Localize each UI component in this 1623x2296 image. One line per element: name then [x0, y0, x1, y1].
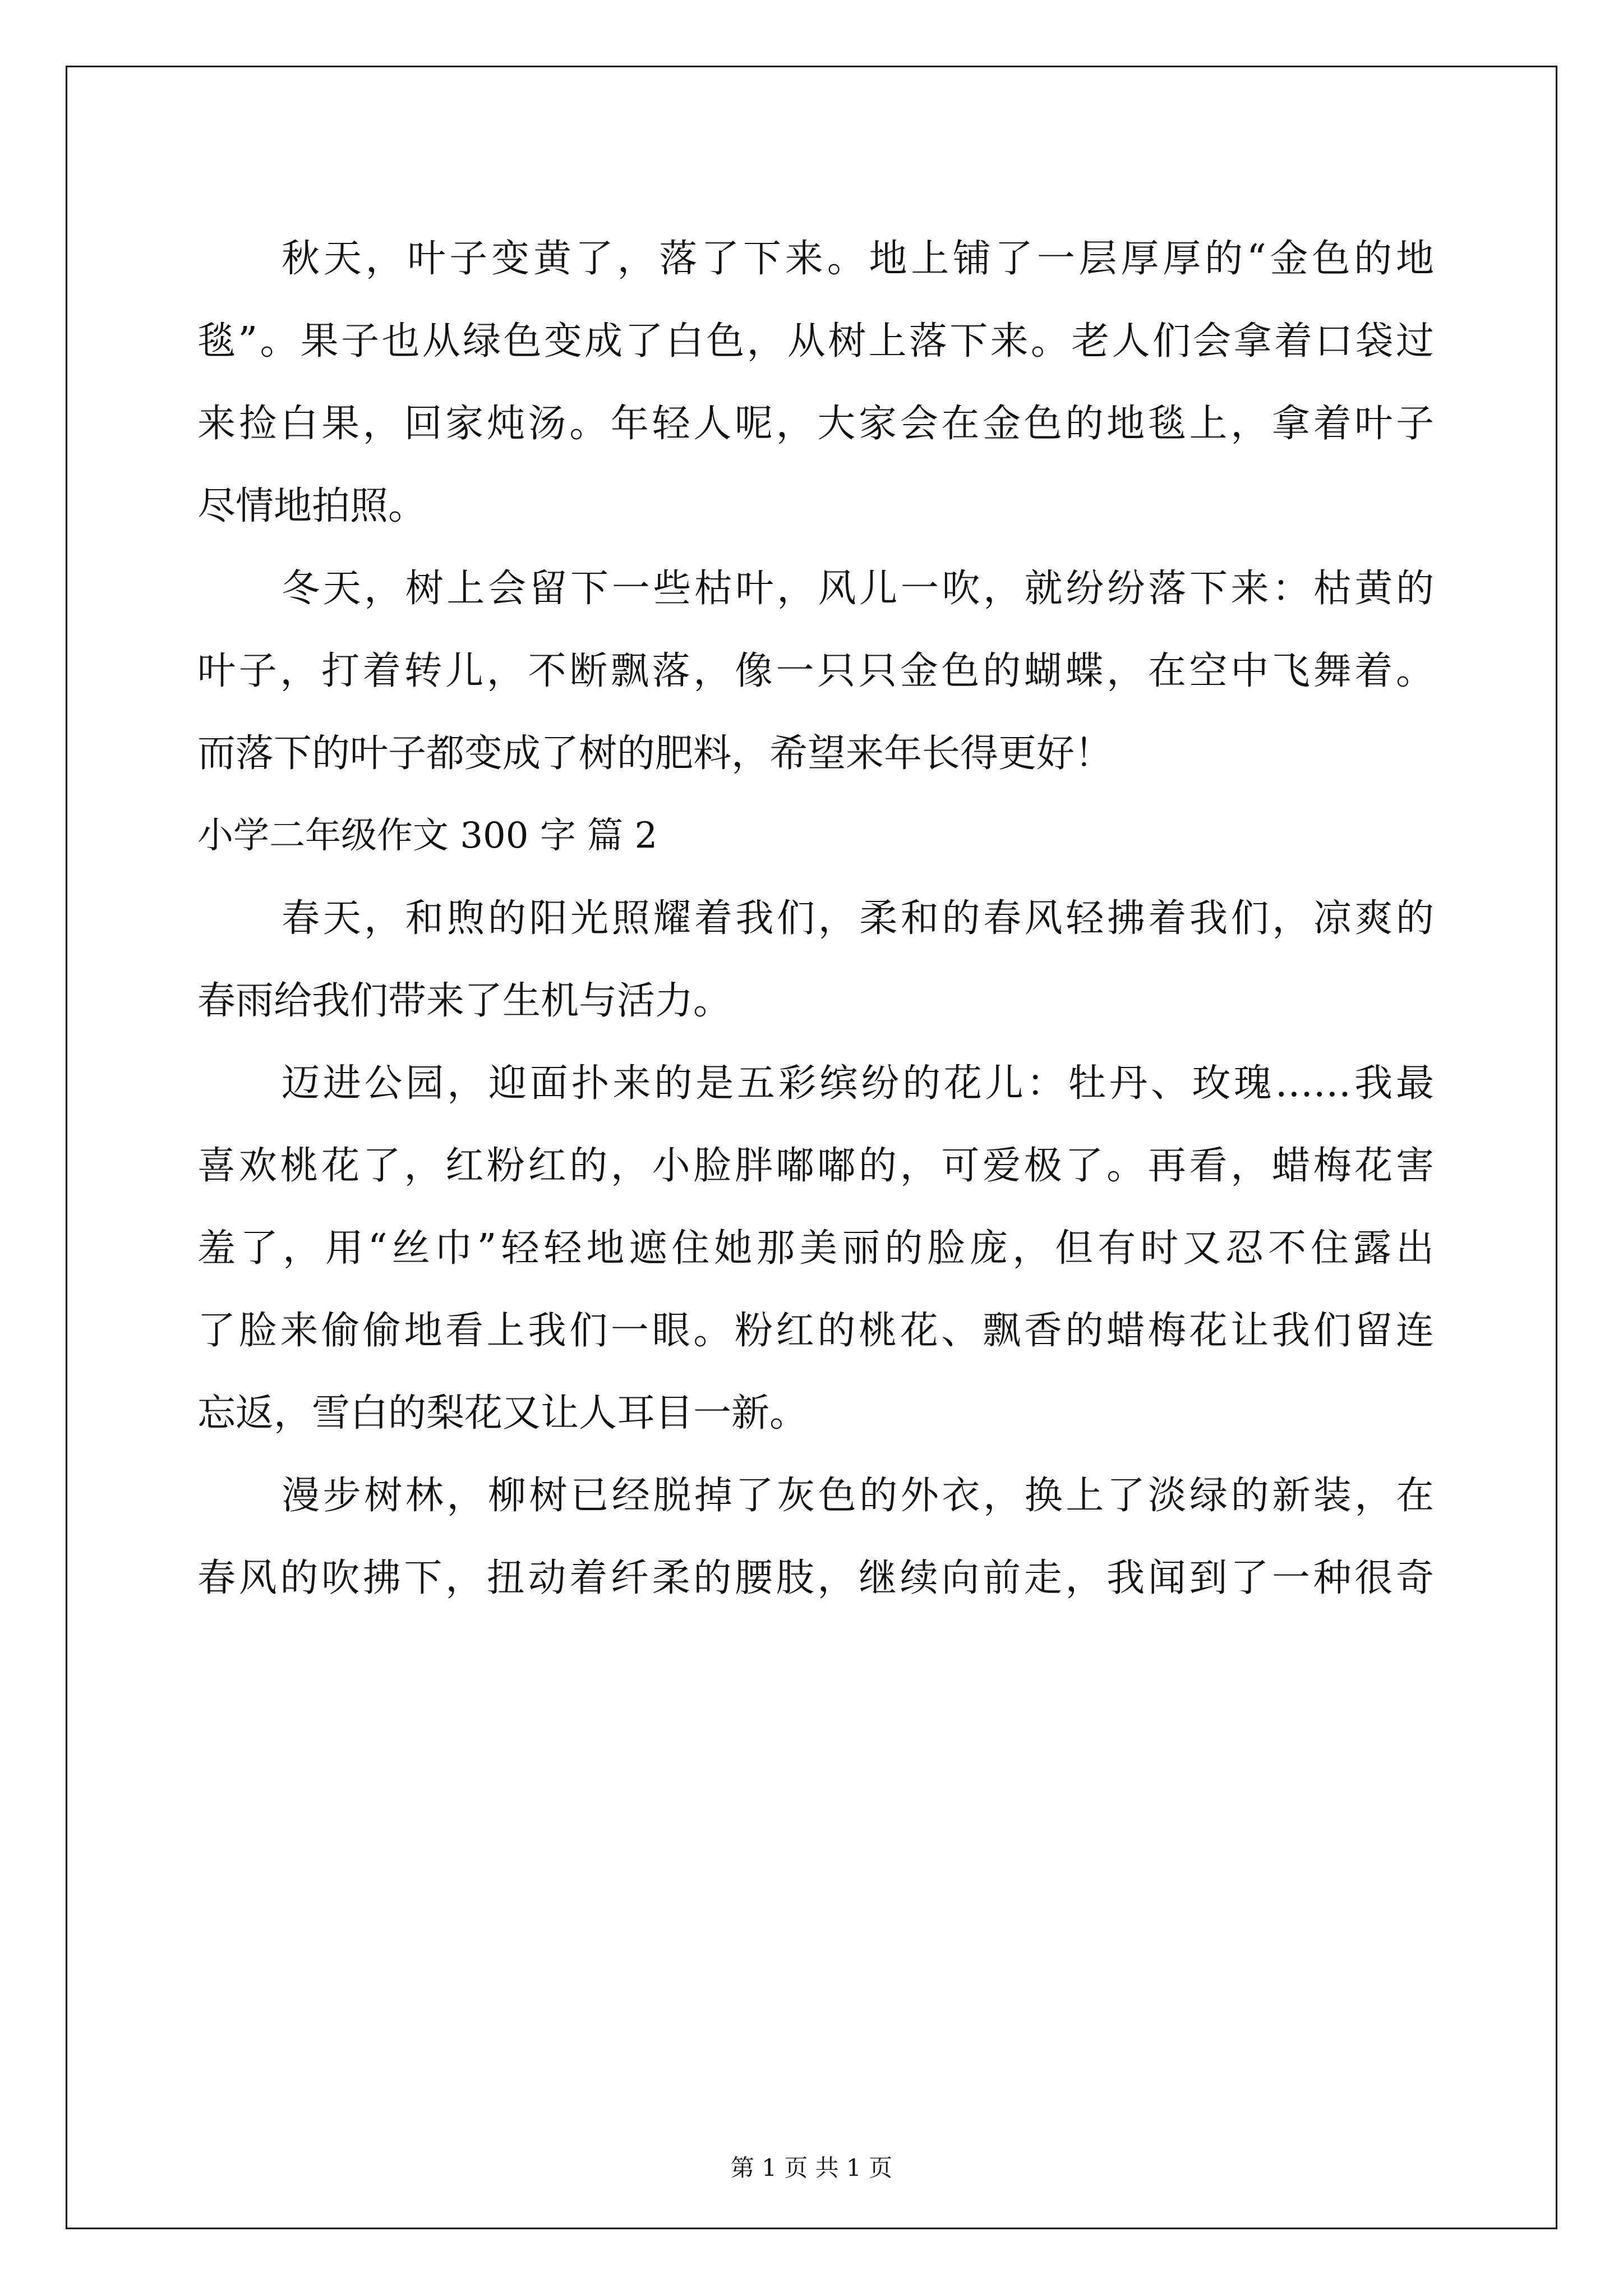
text-line: 而落下的叶子都变成了树的肥料，希望来年长得更好！ — [197, 731, 1113, 776]
text-line: 春雨给我们带来了生机与活力。 — [197, 979, 732, 1023]
document-body — [197, 218, 1434, 1619]
text-line: 忘返，雪白的梨花又让人耳目一新。 — [197, 1391, 808, 1435]
page-footer: 第 1 页 共 1 页 — [730, 2154, 893, 2182]
text-line: 羞了，用“丝巾”轻轻地遮住她那美丽的脸庞，但有时又忍不住露出 — [197, 1226, 1434, 1271]
section-heading: 小学二年级作文 300 字 篇 2 — [197, 815, 658, 857]
text-line: 迈进公园，迎面扑来的是五彩缤纷的花儿：牡丹、玫瑰……我最 — [282, 1061, 1434, 1106]
text-line: 春风的吹拂下，扭动着纤柔的腰肢，继续向前走，我闻到了一种很奇 — [197, 1556, 1434, 1600]
text-line: 叶子，打着转儿，不断飘落，像一只只金色的蝴蝶，在空中飞舞着。 — [197, 649, 1434, 693]
text-line: 冬天，树上会留下一些枯叶，风儿一吹，就纷纷落下来：枯黄的 — [282, 567, 1434, 611]
text-line: 了脸来偷偷地看上我们一眼。粉红的桃花、飘香的蜡梅花让我们留连 — [197, 1309, 1434, 1353]
text-line: 尽情地拍照。 — [197, 484, 427, 528]
text-line: 春天，和煦的阳光照耀着我们，柔和的春风轻拂着我们，凉爽的 — [282, 896, 1434, 941]
text-line: 毯”。果子也从绿色变成了白色，从树上落下来。老人们会拿着口袋过 — [197, 319, 1434, 364]
text-line: 漫步树林，柳树已经脱掉了灰色的外衣，换上了淡绿的新装，在 — [282, 1474, 1434, 1518]
text-line: 来捡白果，回家炖汤。年轻人呢，大家会在金色的地毯上，拿着叶子 — [197, 402, 1434, 446]
text-line: 喜欢桃花了，红粉红的，小脸胖嘟嘟的，可爱极了。再看，蜡梅花害 — [197, 1144, 1434, 1188]
text-line: 秋天，叶子变黄了，落了下来。地上铺了一层厚厚的“金色的地 — [282, 237, 1434, 281]
